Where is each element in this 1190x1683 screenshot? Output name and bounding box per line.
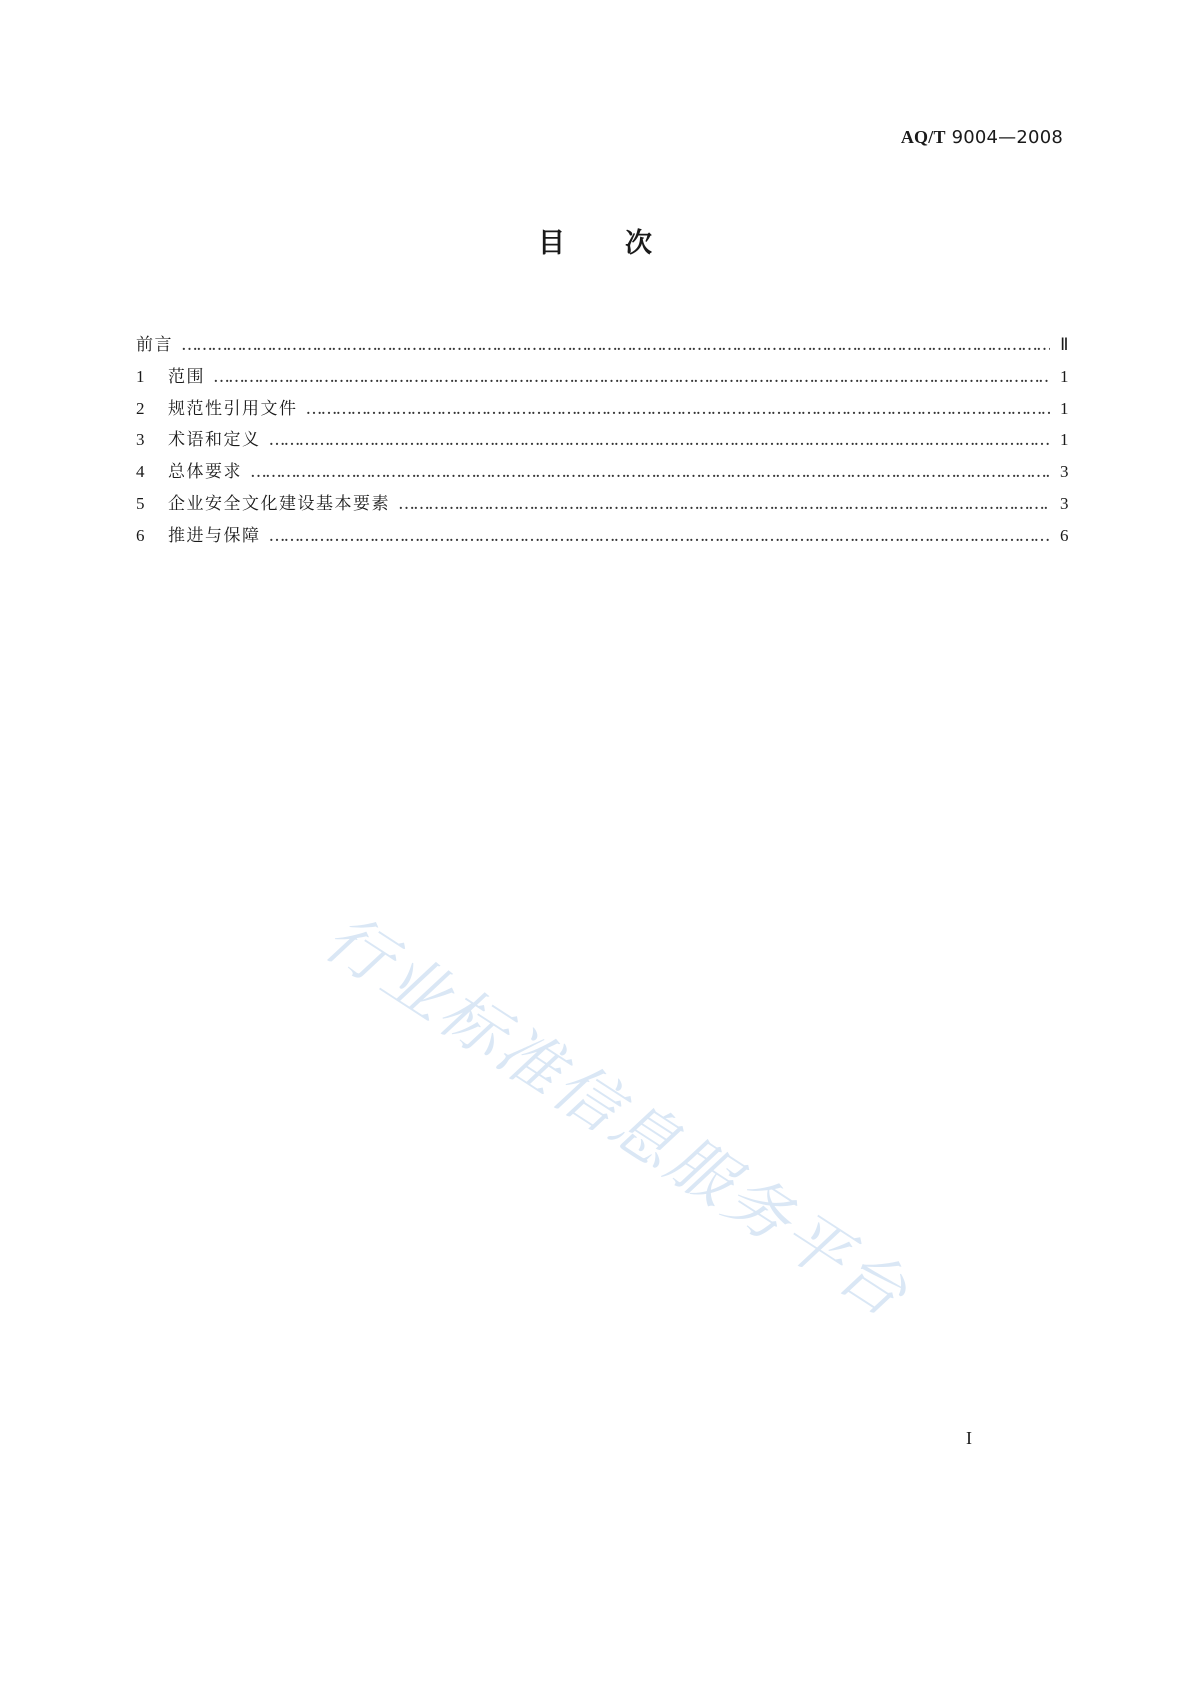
- toc-dot-leader: [213, 367, 1050, 387]
- standard-prefix: AQ/T: [900, 127, 946, 147]
- page-number: I: [966, 1428, 972, 1448]
- toc-entry-page: 6: [1060, 525, 1070, 545]
- toc-entry-label: 范围: [168, 366, 205, 387]
- toc-entry-normative-references[interactable]: [136, 394, 1070, 426]
- toc-entry-basic-elements[interactable]: [136, 489, 1070, 521]
- standard-number: 9004—2008: [951, 127, 1063, 148]
- toc-entry-number: 1: [136, 366, 146, 386]
- toc-entry-promotion-assurance[interactable]: [136, 521, 1070, 553]
- toc-dot-leader: [306, 399, 1051, 419]
- table-of-contents: [136, 330, 1070, 553]
- toc-entry-label: 企业安全文化建设基本要素: [168, 493, 390, 514]
- toc-entry-number: 3: [136, 430, 146, 450]
- page-title: 目次: [538, 228, 712, 259]
- toc-dot-leader: [398, 494, 1050, 514]
- toc-entry-page: 1: [1060, 430, 1070, 450]
- toc-entry-number: 2: [136, 398, 146, 418]
- toc-entry-number: 6: [136, 525, 146, 545]
- toc-entry-number: 4: [136, 462, 146, 482]
- toc-entry-general-requirements[interactable]: [136, 457, 1070, 489]
- toc-entry-page: 3: [1060, 462, 1070, 482]
- toc-entry-label: 术语和定义: [168, 430, 261, 451]
- toc-entry-page: Ⅱ: [1060, 335, 1070, 354]
- toc-entry-scope[interactable]: [136, 362, 1070, 394]
- toc-dot-leader: [269, 430, 1051, 450]
- toc-entry-label: 推进与保障: [168, 525, 261, 546]
- toc-entry-label: 总体要求: [168, 462, 242, 483]
- toc-dot-leader: [269, 526, 1051, 546]
- toc-entry-label: 前言: [136, 335, 173, 355]
- toc-entry-page: 1: [1060, 398, 1070, 418]
- toc-entry-page: 3: [1060, 493, 1070, 513]
- toc-entry-terms-definitions[interactable]: [136, 425, 1070, 457]
- toc-entry-preface[interactable]: [136, 330, 1070, 362]
- toc-entry-number: 5: [136, 493, 146, 513]
- toc-dot-leader: [181, 335, 1050, 355]
- toc-entry-label: 规范性引用文件: [168, 398, 298, 419]
- watermark: 行业标准信息服务平台: [311, 900, 923, 1334]
- toc-dot-leader: [250, 462, 1050, 482]
- toc-entry-page: 1: [1060, 366, 1070, 386]
- standard-code: [901, 127, 1063, 148]
